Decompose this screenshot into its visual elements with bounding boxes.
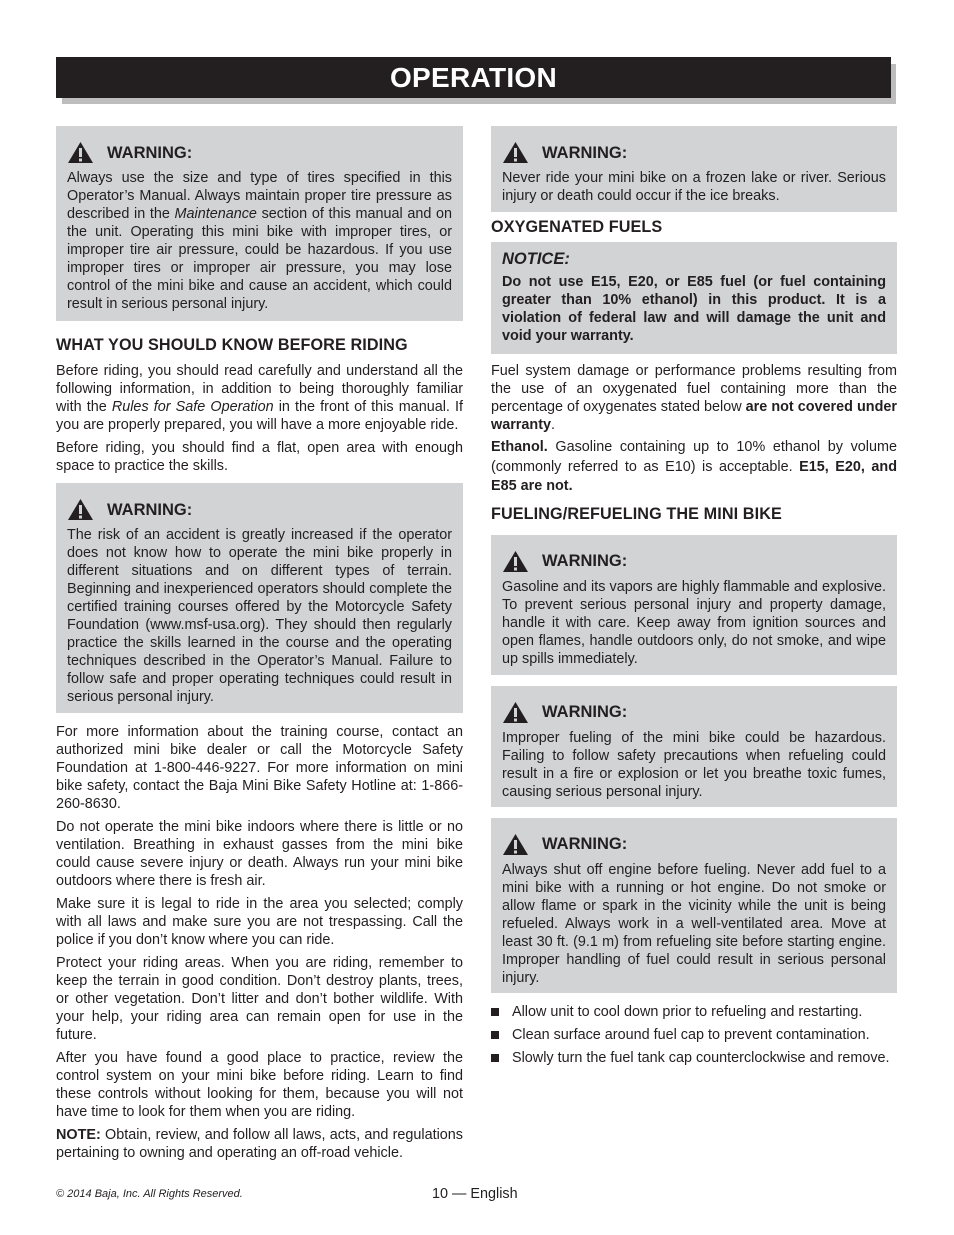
warning-text: Always shut off engine before fueling. Never add fuel to a mini bike with a running or hot engine. Do not smoke or allow flame or spark in the vicinity while the unit is being refueled. Always work in a well-ventilated area. Move at least 30 ft. (9.1 m) from refueling site before starting engine. Improper handling of fuel could result in serious personal injury. [502,861,886,986]
warning-triangle-icon [67,498,94,521]
warning-text: Never ride your mini bike on a frozen lake or river. Serious injury or death could occur if the ice breaks. [502,170,886,204]
list-item: Slowly turn the fuel tank cap counterclockwise and remove. [491,1049,897,1067]
paragraph: Fuel system damage or performance problems resulting from the use of an oxygenated fuel containing more than the percentage of oxygenates stated below are not covered under warranty. [491,363,897,433]
bullet-square-icon [491,1054,499,1062]
paragraph: After you have found a good place to practice, review the control system on your mini bike before riding. Learn to find these controls without looking for them, because you will not have time to look for them when you are riding. [56,1050,463,1120]
warning-triangle-icon [67,141,94,164]
warning-box-tires [56,126,463,321]
list-item: Allow unit to cool down prior to refueling and restarting. [491,1003,897,1021]
paragraph: Protect your riding areas. When you are riding, remember to keep the terrain in good condition. Don’t destroy plants, trees, or other vegetation. Don’t litter and don’t bother wildlife. With your help, your riding area can remain open for use in the future. [56,955,463,1043]
warning-heading: WARNING: [502,141,886,164]
warning-triangle-icon [502,141,529,164]
bullet-square-icon [491,1008,499,1016]
paragraph: For more information about the training course, contact an authorized mini bike dealer or call the Motorcycle Safety Foundation at 1-800-446-9227. For more information on mini bike safety, contact the Baja Mini Bike Safety Hotline at: 1-866-260-8630. [56,724,463,812]
warning-text: Gasoline and its vapors are highly flammable and explosive. To prevent serious personal injury and property damage, handle it with care. Keep away from ignition sources and open flames, handle outdoors only, do not smoke, and wipe up spills immediately. [502,578,886,667]
paragraph: Do not operate the mini bike indoors where there is little or no ventilation. Breathing in exhaust gasses from the mini bike could cause severe injury or death. Always run your mini bike outdoors where there is fresh air. [56,819,463,889]
warning-text: The risk of an accident is greatly increased if the operator does not know how to operate the mini bike properly in different situations and on different types of terrain. Beginning and inexperienced operators should complete the certified training courses offered by the Motorcycle Safety Foundation (www.msf-usa.org). They should then regularly practice the skills learned in the course and the operating techniques described in the Operator’s Manual. Failure to follow safe and proper operating techniques could result in serious personal injury. [67,527,452,705]
section-title-before-riding: WHAT YOU SHOULD KNOW BEFORE RIDING [56,336,408,354]
notice-heading: NOTICE: [502,250,570,268]
page-number: 10 — English [432,1186,518,1202]
fueling-bullet-list [491,1003,897,1067]
section-title-fueling: FUELING/REFUELING THE MINI BIKE [491,504,782,523]
note-paragraph: NOTE: Obtain, review, and follow all laws, acts, and regulations pertaining to owning and operating an off-road vehicle. [56,1127,463,1161]
section-title-oxygenated-fuels: OXYGENATED FUELS [491,218,663,236]
notice-box [491,242,897,354]
copyright-notice: © 2014 Baja, Inc. All Rights Reserved. [56,1188,243,1200]
warning-heading: WARNING: [67,141,452,164]
warning-box-training [56,483,463,713]
warning-triangle-icon [502,701,529,724]
warning-heading: WARNING: [67,498,452,521]
ethanol-paragraph: Ethanol. Gasoline containing up to 10% ethanol by volume (commonly referred to as E10) is acceptable. E15, E20, and E85 are not. [491,439,897,494]
bullet-square-icon [491,1031,499,1039]
warning-box-frozen-lake [491,126,897,212]
warning-heading: WARNING: [502,833,886,856]
warning-triangle-icon [502,550,529,573]
warning-box-gasoline [491,535,897,675]
paragraph: Make sure it is legal to ride in the area you selected; comply with all laws and make sure you are not trespassing. Call the police if you don’t know where you can ride. [56,896,463,948]
warning-box-shut-off-engine [491,818,897,993]
warning-text: Improper fueling of the mini bike could be hazardous. Failing to follow safety precautions when refueling could result in a fire or explosion or let you breathe toxic fumes, causing serious personal injury. [502,729,886,800]
warning-text: Always use the size and type of tires specified in this Operator’s Manual. Always maintain proper tire pressure as described in the Maintenance section of this manual and on the unit. Operating this mini bike with improper tires, or improper tire air pressure, could be hazardous. If you use improper tires or improper air pressure, you may lose control of the mini bike and cause an accident, which could result in serious personal injury. [67,170,452,312]
page-title: OPERATION [56,57,891,98]
warning-triangle-icon [502,833,529,856]
left-column [56,126,463,1162]
paragraph: Before riding, you should read carefully and understand all the following information, in addition to being thoroughly familiar with the Rules for Safe Operation in the front of this manual. If you are properly prepared, you will have a more enjoyable ride. [56,363,464,433]
warning-box-improper-fueling [491,686,897,807]
warning-heading: WARNING: [502,701,886,724]
right-column [491,126,897,1067]
notice-text: Do not use E15, E20, or E85 fuel (or fuel containing greater than 10% ethanol) in this product. It is a violation of federal law and will damage the unit and void your warranty. [502,274,886,344]
paragraph: Before riding, you should find a flat, open area with enough space to practice the skills. [56,440,463,474]
list-item: Clean surface around fuel cap to prevent contamination. [491,1026,897,1044]
warning-heading: WARNING: [502,550,886,573]
